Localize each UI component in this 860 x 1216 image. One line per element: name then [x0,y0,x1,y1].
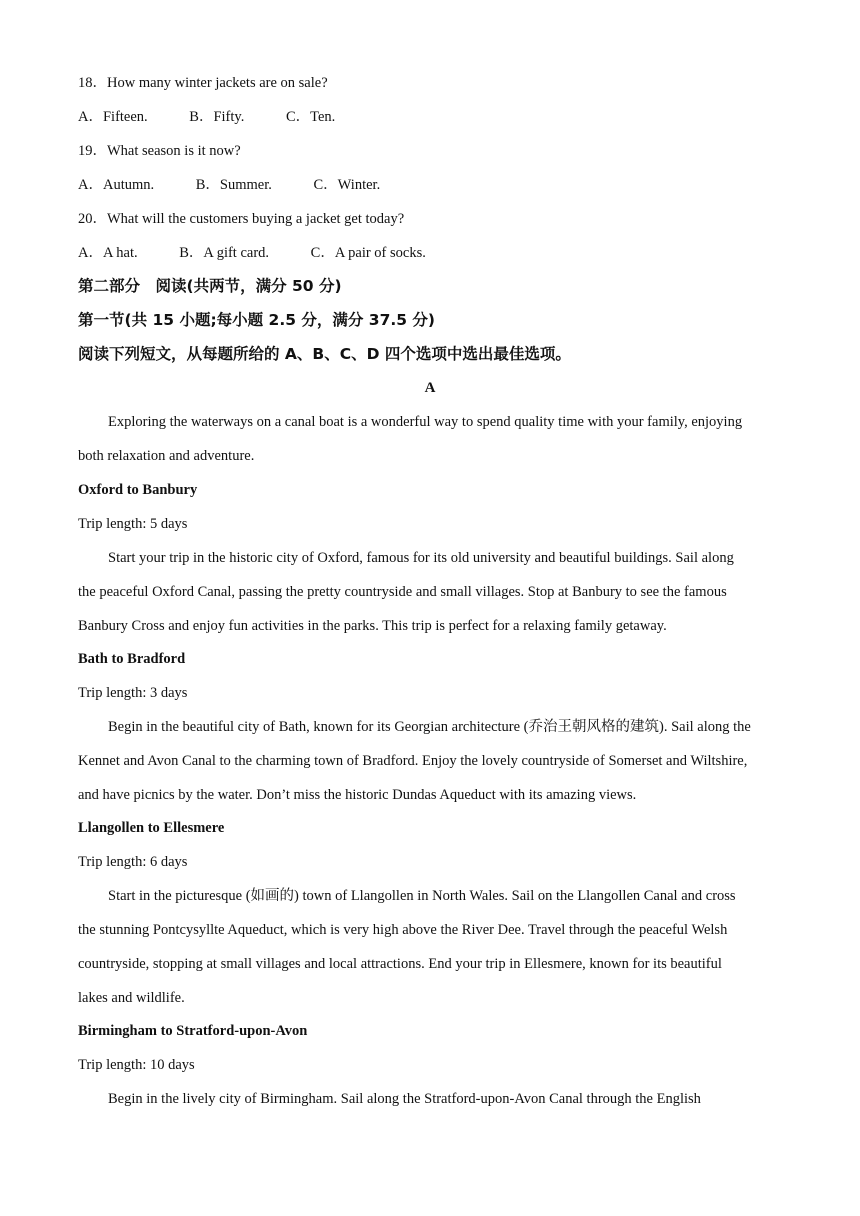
trip-text-line: Banbury Cross and enjoy fun activities in the parks. This trip is perfect for a relaxing family getaway. [78,618,667,634]
question-19: 19．What season is it now? [78,143,241,159]
trip-title: Birmingham to Stratford-upon-Avon [78,1023,308,1039]
option-b: B．Summer. [195,177,272,193]
trip-length: Trip length: 5 days [78,516,188,532]
trip-text-line: Start your trip in the historic city of Oxford, famous for its old university and beautiful buildings. Sail along [108,550,734,566]
trip-length: Trip length: 6 days [78,854,188,870]
trip-text-line: the peaceful Oxford Canal, passing the pretty countryside and small villages. Stop at Banbury to see the famous [78,584,727,600]
trip-length: Trip length: 3 days [78,685,188,701]
trip-title: Oxford to Banbury [78,482,198,498]
option-b: B．Fifty. [189,109,245,125]
question-18: 18．How many winter jackets are on sale? [78,75,328,91]
trip-text-line: countryside, stopping at small villages and local attractions. End your trip in Ellesmere, known for its beautiful [78,956,722,972]
trip-length: Trip length: 10 days [78,1057,195,1073]
section1-title: 第一节(共 15 小题;每小题 2.5 分，满分 37.5 分) [78,311,436,329]
reading-instruction: 阅读下列短文，从每题所给的 A、B、C、D 四个选项中选出最佳选项。 [78,345,571,363]
option-c: C．Ten. [285,109,336,125]
intro-line: Exploring the waterways on a canal boat is a wonderful way to spend quality time with your family, enjoying [108,414,743,430]
question-20: 20．What will the customers buying a jacket get today? [78,211,405,227]
question-20-options [78,243,782,263]
trip-text-line: lakes and wildlife. [78,990,185,1006]
trip-title: Llangollen to Ellesmere [78,820,225,836]
trip-text-line: Begin in the lively city of Birmingham. Sail along the Stratford-upon-Avon Canal through the English [108,1091,701,1107]
trip-text-line: Kennet and Avon Canal to the charming town of Bradford. Enjoy the lovely countryside of Somerset and Wiltshire, [78,753,748,769]
option-c: C．Winter. [313,177,381,193]
passage-label: A [424,380,436,396]
trip-text-line: the stunning Pontcysyllte Aqueduct, which is very high above the River Dee. Travel through the peaceful Welsh [78,922,728,938]
trip-text-line: Start in the picturesque (如画的) town of Llangollen in North Wales. Sail on the Llangollen Canal and cross [108,888,736,904]
question-19-options [78,175,782,195]
option-c: C．A pair of socks. [310,245,426,261]
question-18-options [78,107,782,127]
option-a: A．Fifteen. [78,109,148,125]
trip-text-line: and have picnics by the water. Don’t miss the historic Dundas Aqueduct with its amazing views. [78,787,637,803]
trip-title: Bath to Bradford [78,651,186,667]
option-a: A．A hat. [78,245,138,261]
option-b: B．A gift card. [179,245,270,261]
intro-line: both relaxation and adventure. [78,448,255,464]
part2-title: 第二部分 阅读(共两节，满分 50 分) [78,277,342,295]
trip-text-line: Begin in the beautiful city of Bath, known for its Georgian architecture (乔治王朝风格的建筑). Sail along the [108,719,751,735]
option-a: A．Autumn. [78,177,155,193]
